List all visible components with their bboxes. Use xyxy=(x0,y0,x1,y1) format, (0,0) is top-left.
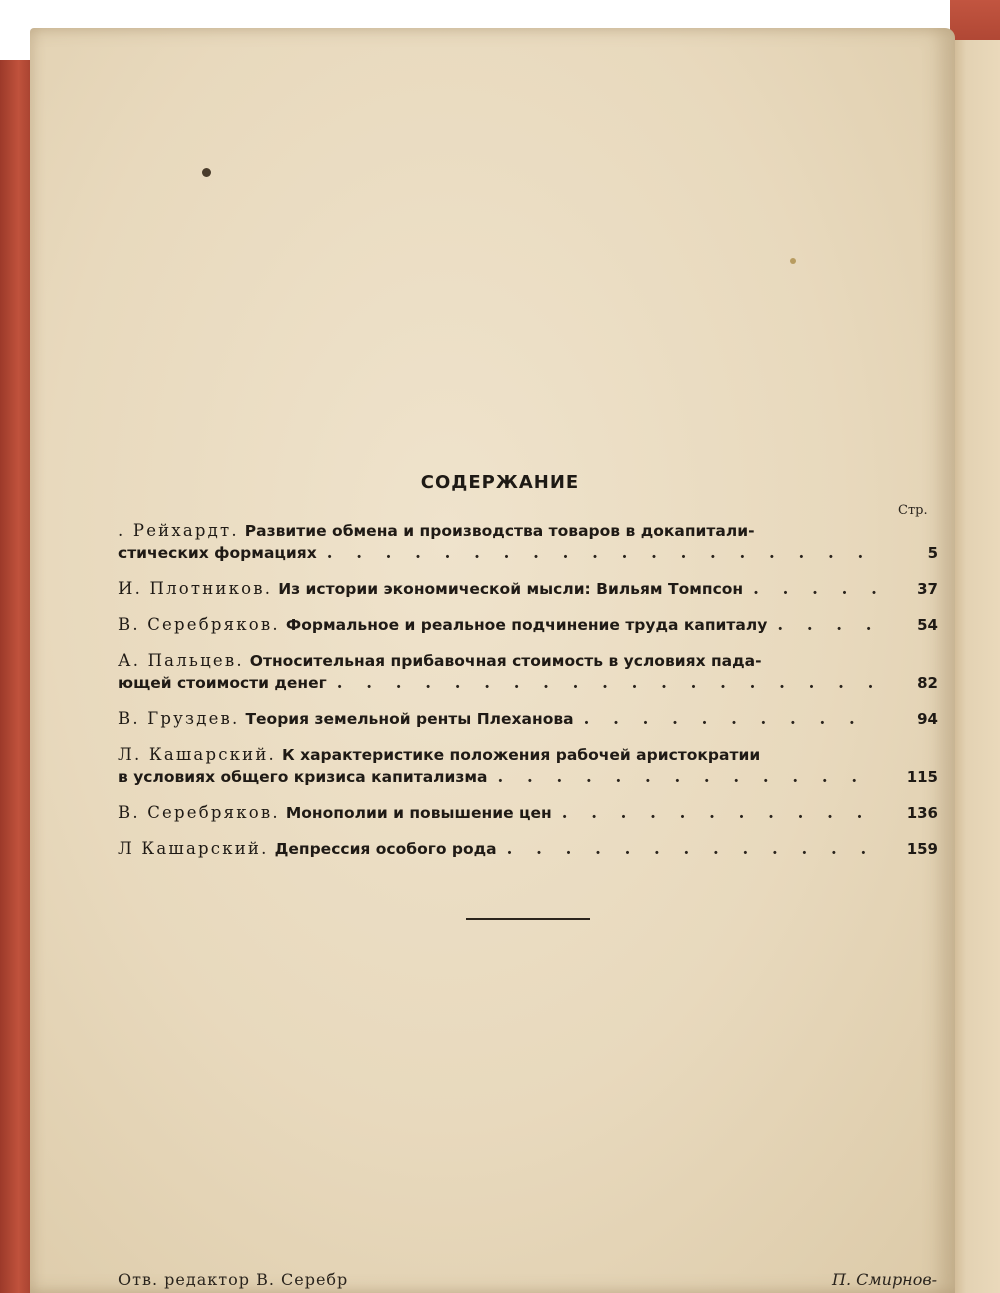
ink-spot xyxy=(202,168,211,177)
toc-entry-8 xyxy=(118,838,938,860)
entry-author: . Рейхардт. xyxy=(118,521,239,540)
entry-author: Л. Кашарский. xyxy=(118,745,276,764)
entry-title-continued: в условиях общего кризиса капитализма xyxy=(118,768,488,786)
entry-author: Л Кашарский. xyxy=(118,839,269,858)
toc-entry-2 xyxy=(118,578,938,600)
entry-page: 136 xyxy=(906,804,938,822)
dot-leader xyxy=(753,578,876,600)
entry-title: Развитие обмена и производства товаров в докапитали- xyxy=(244,522,755,540)
toc-entry-5 xyxy=(118,708,938,730)
entry-title: Депрессия особого рода xyxy=(274,840,497,858)
entry-title: Формальное и реальное подчинение труда капиталу xyxy=(285,616,768,634)
entry-author: В. Груздев. xyxy=(118,709,240,728)
entry-title-continued: стических формациях xyxy=(118,544,317,562)
page-column-label: Стр. xyxy=(898,503,928,518)
contents-heading: СОДЕРЖАНИЕ xyxy=(420,472,580,493)
entry-title-continued: ющей стоимости денег xyxy=(118,674,327,692)
editor-credit: Отв. редактор В. Серебр xyxy=(118,1270,349,1289)
entry-title: Относительная прибавочная стоимость в условиях пада- xyxy=(249,652,762,670)
entry-title: Теория земельной ренты Плеханова xyxy=(245,710,574,728)
entry-page: 37 xyxy=(917,580,938,598)
entry-page: 82 xyxy=(917,674,938,692)
entry-author: В. Серебряков. xyxy=(118,615,280,634)
credit-right: П. Смирнов- xyxy=(832,1270,938,1289)
section-divider-rule xyxy=(466,918,590,920)
dot-leader xyxy=(777,614,876,636)
dot-leader xyxy=(584,708,876,730)
entry-page: 115 xyxy=(906,768,938,786)
entry-author: А. Пальцев. xyxy=(118,651,244,670)
dot-leader xyxy=(562,802,876,824)
toc-entry-6 xyxy=(118,744,938,788)
toc-entry-7 xyxy=(118,802,938,824)
entry-title: К характеристике положения рабочей аристократии xyxy=(282,746,761,764)
entry-title: Монополии и повышение цен xyxy=(285,804,552,822)
entry-page: 54 xyxy=(917,616,938,634)
entry-page: 159 xyxy=(906,840,938,858)
table-of-contents xyxy=(118,520,938,874)
stain-spot xyxy=(790,258,796,264)
toc-entry-4 xyxy=(118,650,938,694)
entry-title: Из истории экономической мысли: Вильям Томпсон xyxy=(278,580,744,598)
toc-entry-3 xyxy=(118,614,938,636)
book-cover-edge-left xyxy=(0,60,34,1293)
dot-leader xyxy=(327,542,876,564)
adjacent-page-edge xyxy=(948,40,1000,1293)
dot-leader xyxy=(507,838,876,860)
entry-page: 5 xyxy=(927,544,938,562)
entry-author: В. Серебряков. xyxy=(118,803,280,822)
dot-leader xyxy=(337,672,876,694)
dot-leader xyxy=(498,766,876,788)
toc-entry-1 xyxy=(118,520,938,564)
entry-page: 94 xyxy=(917,710,938,728)
entry-author: И. Плотников. xyxy=(118,579,273,598)
